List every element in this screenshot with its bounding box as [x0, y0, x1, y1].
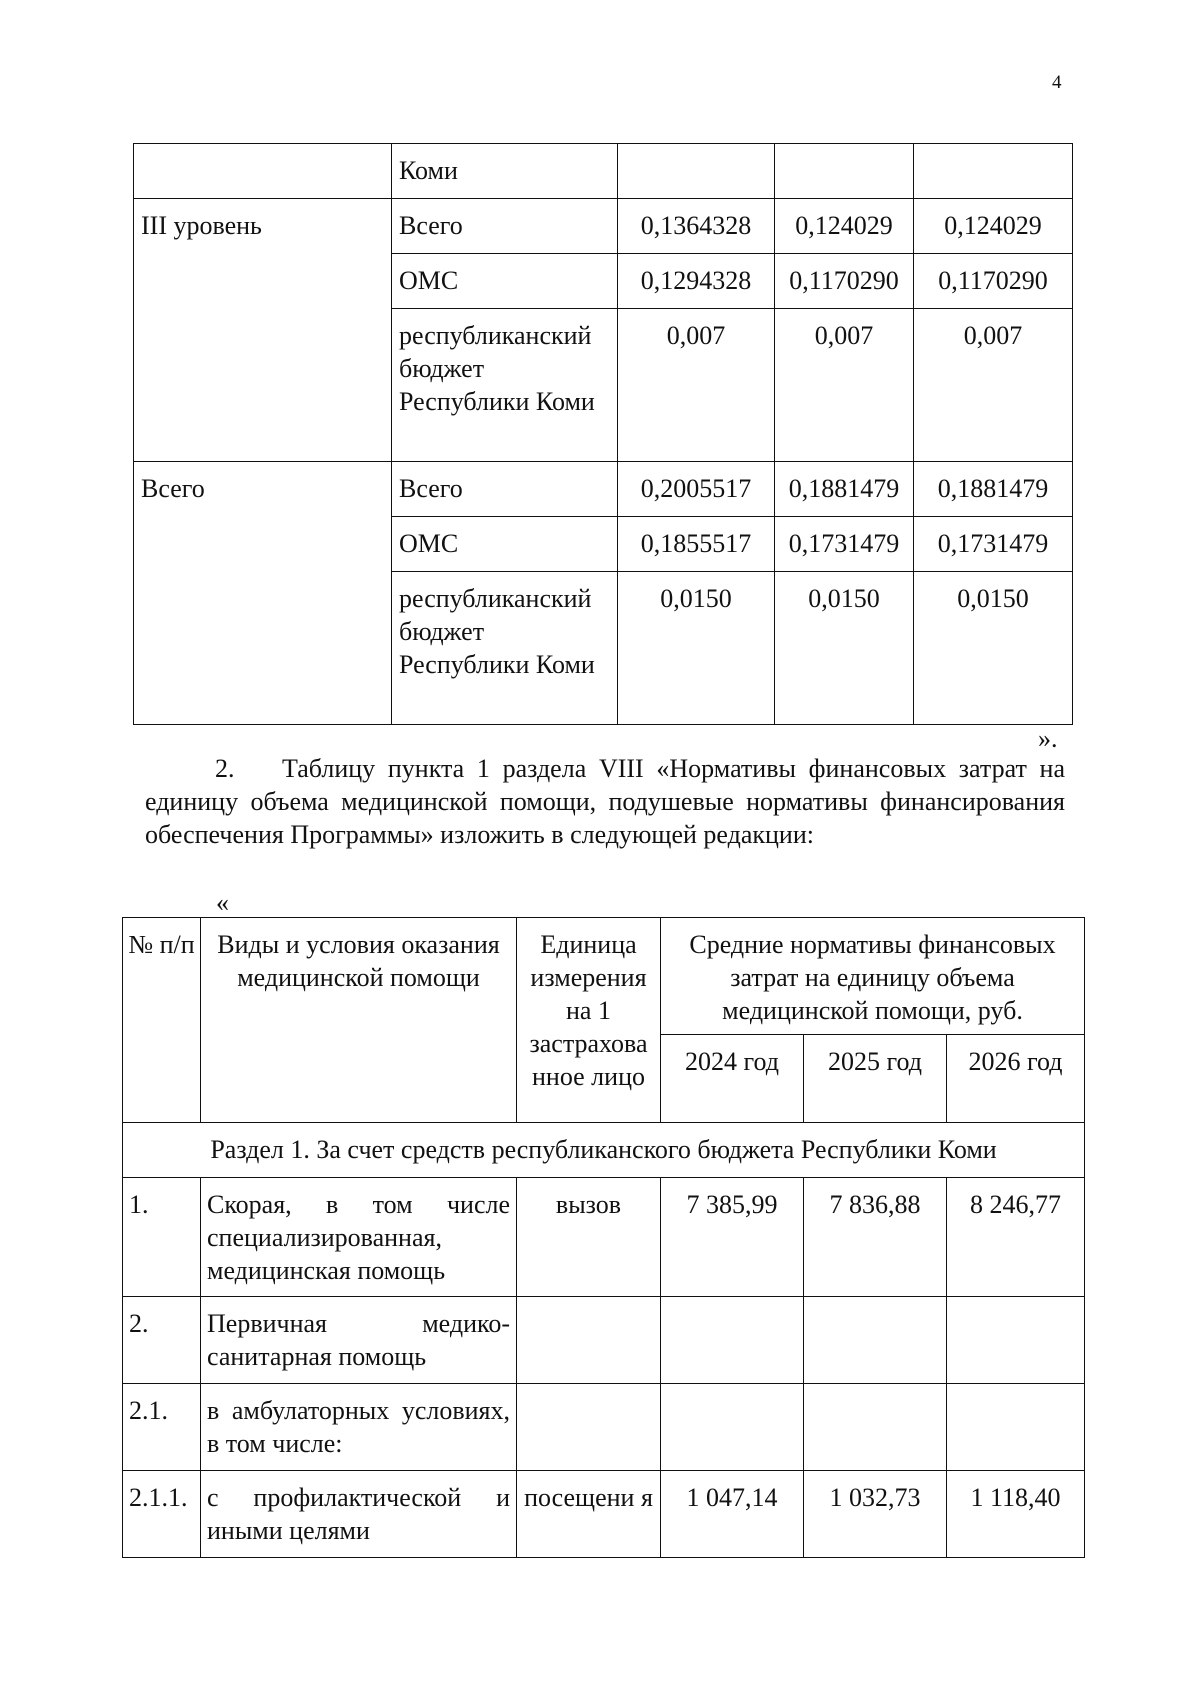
- value-2026-cell: 0,0150: [914, 572, 1073, 725]
- unit-cell: [517, 1384, 661, 1471]
- value-2026-cell: [947, 1297, 1085, 1384]
- value-2024-cell: 0,1294328: [618, 254, 775, 309]
- unit-cell: [517, 1297, 661, 1384]
- kind-cell: с профилактической и иными целями: [201, 1471, 517, 1558]
- opening-quote: «: [216, 888, 229, 917]
- value-2026-cell: 0,007: [914, 309, 1073, 462]
- num-cell: 2.1.: [123, 1384, 201, 1471]
- value-2025-cell: [804, 1384, 947, 1471]
- table-row: [123, 1178, 1085, 1297]
- value-2026-cell: 0,1170290: [914, 254, 1073, 309]
- table-row: [134, 144, 1073, 199]
- header-unit: Единица измерения на 1 застрахова нное лицо: [517, 918, 661, 1123]
- source-cell: республиканский бюджет Республики Коми: [392, 309, 618, 462]
- value-2024-cell: 0,1855517: [618, 517, 775, 572]
- value-2025-cell: 1 032,73: [804, 1471, 947, 1558]
- section-title: Раздел 1. За счет средств республиканского бюджета Республики Коми: [123, 1123, 1085, 1178]
- closing-quote: ».: [1038, 724, 1058, 753]
- value-2024-cell: 1 047,14: [661, 1471, 804, 1558]
- table-row: [134, 462, 1073, 517]
- value-2026-cell: [914, 144, 1073, 199]
- value-2026-cell: 8 246,77: [947, 1178, 1085, 1297]
- value-2026-cell: 0,124029: [914, 199, 1073, 254]
- amendment-paragraph: [145, 752, 1065, 851]
- num-cell: 2.: [123, 1297, 201, 1384]
- value-2025-cell: 7 836,88: [804, 1178, 947, 1297]
- source-cell: Коми: [392, 144, 618, 199]
- source-cell: Всего: [392, 462, 618, 517]
- value-2025-cell: 0,1881479: [775, 462, 914, 517]
- header-2025: 2025 год: [804, 1035, 947, 1123]
- header-group: Средние нормативы финансовых затрат на единицу объема медицинской помощи, руб.: [661, 918, 1085, 1035]
- value-2024-cell: [661, 1297, 804, 1384]
- paragraph-number: 2.: [215, 754, 235, 783]
- value-2025-cell: 0,007: [775, 309, 914, 462]
- level-cell: III уровень: [134, 199, 392, 462]
- source-cell: Всего: [392, 199, 618, 254]
- financing-norms-table: [122, 917, 1085, 1558]
- header-kind: Виды и условия оказания медицинской помощи: [201, 918, 517, 1123]
- value-2025-cell: 0,1170290: [775, 254, 914, 309]
- value-2025-cell: 0,124029: [775, 199, 914, 254]
- value-2026-cell: 1 118,40: [947, 1471, 1085, 1558]
- kind-cell: в амбулаторных условиях, в том числе:: [201, 1384, 517, 1471]
- level-financing-table: [133, 143, 1073, 725]
- value-2024-cell: [618, 144, 775, 199]
- source-cell: ОМС: [392, 517, 618, 572]
- num-cell: 1.: [123, 1178, 201, 1297]
- header-num: № п/п: [123, 918, 201, 1123]
- value-2025-cell: [804, 1297, 947, 1384]
- level-cell: [134, 144, 392, 199]
- table-row: [134, 199, 1073, 254]
- table-row: [123, 1471, 1085, 1558]
- source-cell: республиканский бюджет Республики Коми: [392, 572, 618, 725]
- value-2024-cell: 0,0150: [618, 572, 775, 725]
- paragraph-text: Таблицу пункта 1 раздела VIII «Нормативы финансовых затрат на единицу объема медицинской помощи, подушевые нормативы финансирования обеспечения Программы» изложить в следующей редакции:: [145, 754, 1065, 849]
- header-2026: 2026 год: [947, 1035, 1085, 1123]
- table-row: [123, 1384, 1085, 1471]
- value-2026-cell: 0,1731479: [914, 517, 1073, 572]
- value-2026-cell: 0,1881479: [914, 462, 1073, 517]
- value-2025-cell: 0,0150: [775, 572, 914, 725]
- num-cell: 2.1.1.: [123, 1471, 201, 1558]
- value-2025-cell: 0,1731479: [775, 517, 914, 572]
- unit-cell: посещени я: [517, 1471, 661, 1558]
- source-cell: ОМС: [392, 254, 618, 309]
- value-2024-cell: [661, 1384, 804, 1471]
- value-2024-cell: 0,1364328: [618, 199, 775, 254]
- section-row: [123, 1123, 1085, 1178]
- kind-cell: Первичная медико-санитарная помощь: [201, 1297, 517, 1384]
- value-2024-cell: 7 385,99: [661, 1178, 804, 1297]
- table-row: [123, 1297, 1085, 1384]
- header-2024: 2024 год: [661, 1035, 804, 1123]
- level-cell: Всего: [134, 462, 392, 725]
- value-2024-cell: 0,2005517: [618, 462, 775, 517]
- value-2024-cell: 0,007: [618, 309, 775, 462]
- value-2025-cell: [775, 144, 914, 199]
- value-2026-cell: [947, 1384, 1085, 1471]
- unit-cell: вызов: [517, 1178, 661, 1297]
- kind-cell: Скорая, в том числе специализированная, медицинская помощь: [201, 1178, 517, 1297]
- page-number: 4: [1052, 72, 1062, 93]
